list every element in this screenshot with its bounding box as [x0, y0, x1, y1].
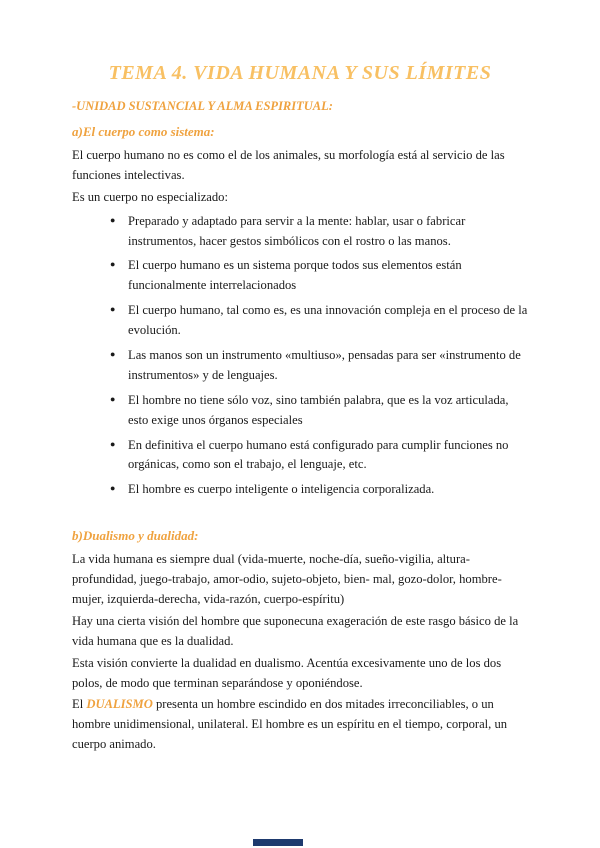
section-heading-unidad-sustancial: -UNIDAD SUSTANCIAL Y ALMA ESPIRITUAL:: [72, 99, 333, 113]
bullet-item: ● En definitiva el cuerpo humano está configurado para cumplir funciones no orgánicas, como son el trabajo, el lenguaje, etc.: [110, 436, 528, 476]
paragraph-vida-dual: La vida humana es siempre dual (vida-muerte, noche-día, sueño-vigilia, altura-profundidad, juego-trabajo, amor-odio, sujeto-objeto, bien- mal, gozo-dolor, hombre-mujer, izquierda-derecha, vida-razón, cuerpo-espíritu): [72, 552, 502, 607]
bullet-item: ● El cuerpo humano es un sistema porque todos sus elementos están funcionalmente interrelacionados: [110, 256, 528, 296]
paragraph-cuerpo-humano: El cuerpo humano no es como el de los animales, su morfología está al servicio de las funciones intelectivas.: [72, 148, 505, 182]
subsection-b: [72, 528, 528, 755]
page-title: TEMA 4. VIDA HUMANA Y SUS LÍMITES: [108, 62, 492, 84]
paragraph-vision-hombre: Hay una cierta visión del hombre que suponecuna exageración de este rasgo básico de la vida humana que es la dualidad.: [72, 613, 519, 648]
subsection-a-heading: a)El cuerpo como sistema:: [72, 124, 215, 139]
paragraph-dualismo-definicion: [72, 695, 528, 755]
paragraph-text: presenta un hombre escindido en dos mitades irreconciliables, o un hombre unidimensional, unilateral. El hombre es un espíritu en el tiempo, corporal, un cuerpo animado.: [72, 697, 508, 752]
bullet-list-cuerpo-sistema: [72, 212, 528, 501]
bullet-item: ● Las manos son un instrumento «multiuso», pensadas para ser «instrumento de instrumentos» y de lenguajes.: [110, 346, 528, 386]
bullet-item: ● Preparado y adaptado para servir a la mente: hablar, usar o fabricar instrumentos, hacer gestos simbólicos con el rostro o las manos.: [110, 212, 528, 252]
paragraph-text: El: [72, 697, 87, 712]
highlight-dualismo: DUALISMO: [86, 697, 153, 712]
subsection-b-heading: b)Dualismo y dualidad:: [72, 528, 199, 544]
bullet-item: ● El hombre no tiene sólo voz, sino también palabra, que es la voz articulada, esto exige unos órganos especiales: [110, 391, 528, 431]
paragraph-dualidad-dualismo: Esta visión convierte la dualidad en dualismo. Acentúa excesivamente uno de los dos polos, de modo que terminan separándose y oponiéndose.: [72, 655, 502, 690]
bullet-item: ● El hombre es cuerpo inteligente o inteligencia corporalizada.: [110, 480, 528, 500]
bullet-item: ● El cuerpo humano, tal como es, es una innovación compleja en el proceso de la evolución.: [110, 301, 528, 341]
paragraph-cuerpo-no-especializado: Es un cuerpo no especializado:: [72, 189, 228, 204]
footer-bar: [253, 839, 303, 846]
